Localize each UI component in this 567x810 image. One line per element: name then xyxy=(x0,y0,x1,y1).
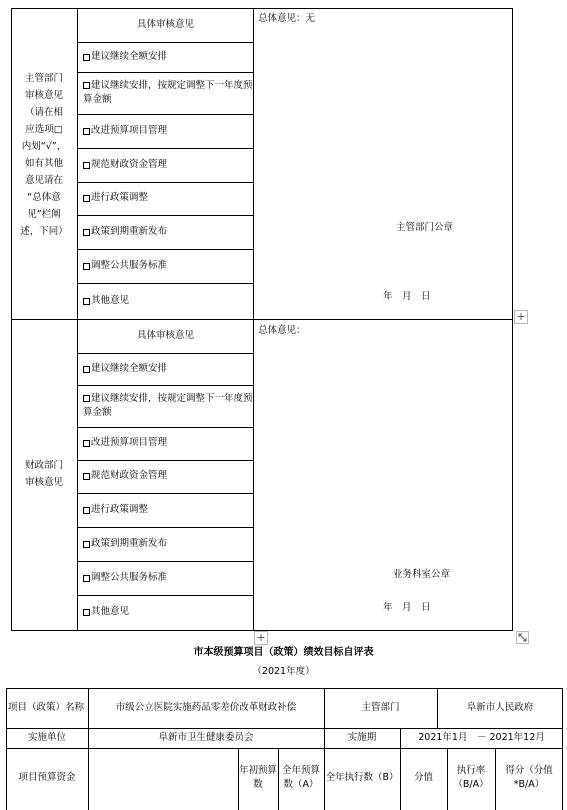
option-label: 改进预算项目管理 xyxy=(91,437,168,449)
option-label: 其他意见 xyxy=(91,606,130,618)
label-line: 如有其他 xyxy=(24,158,63,169)
grid-line xyxy=(77,561,253,562)
checkbox-icon[interactable] xyxy=(83,366,90,373)
col-full-budget: 全年预算数（A） xyxy=(281,764,320,790)
grid-line xyxy=(6,748,563,749)
option-label: 调整公共服务标准 xyxy=(91,259,168,271)
self-evaluation-table xyxy=(0,688,567,810)
col-score: 分值 xyxy=(413,771,433,783)
checkbox-icon[interactable] xyxy=(83,575,90,582)
grid-line xyxy=(77,182,253,183)
option-item[interactable] xyxy=(78,385,256,427)
label-line: 述，下同） xyxy=(20,226,68,237)
label-line: 应选项□ xyxy=(25,124,63,135)
overall-opinion: 总体意见： xyxy=(258,325,306,336)
seal-label: 业务科室公章 xyxy=(393,569,451,580)
resize-arrow-icon xyxy=(517,632,528,643)
option-label: 建议继续安排，按规定调整下一年度预算金额 xyxy=(83,79,253,105)
dept-value: 阜新市人民政府 xyxy=(466,701,534,713)
grid-line xyxy=(11,319,513,320)
option-item[interactable] xyxy=(78,561,253,595)
specific-opinion-header: 具体审核意见 xyxy=(136,330,194,342)
grid-line xyxy=(400,728,401,810)
option-item[interactable] xyxy=(78,527,253,561)
grid-line xyxy=(77,283,253,284)
label-line: 主管部门 xyxy=(24,73,63,84)
dept-label: 主管部门 xyxy=(361,701,400,713)
option-label: 其他意见 xyxy=(91,294,130,306)
option-label: 进行政策调整 xyxy=(91,503,149,515)
project-name-value: 市级公立医院实施药品零差价改革财政补偿 xyxy=(115,701,297,713)
option-label: 调整公共服务标准 xyxy=(91,571,168,583)
col-points: 得分（分值*B/A） xyxy=(505,764,553,790)
checkbox-icon[interactable] xyxy=(83,609,90,616)
finance-row-label xyxy=(12,457,76,491)
grid-line xyxy=(324,688,325,810)
grid-line xyxy=(77,215,253,216)
option-item[interactable] xyxy=(78,427,253,460)
grid-line xyxy=(77,353,253,354)
option-item[interactable] xyxy=(78,595,253,630)
overall-opinion: 总体意见：无 xyxy=(258,13,316,24)
grid-line xyxy=(512,8,513,630)
period-value: 2021年1月 － 2021年12月 xyxy=(418,731,545,743)
col-initial-budget: 年初预算数 xyxy=(238,764,277,790)
grid-line xyxy=(77,249,253,250)
option-label: 建议继续安排，按规定调整下一年度预算金额 xyxy=(83,392,253,418)
option-label: 政策到期重新发布 xyxy=(91,537,168,549)
label-line: 审核意见 xyxy=(24,90,63,101)
grid-line xyxy=(77,460,253,461)
col-full-execution: 全年执行数（B） xyxy=(325,771,399,783)
col-execution-rate: 执行率（B/A） xyxy=(453,764,489,790)
seal-label: 主管部门公章 xyxy=(396,222,454,233)
grid-line xyxy=(253,8,254,630)
year-subtitle: （2021年度） xyxy=(252,666,315,677)
grid-line xyxy=(6,688,7,810)
grid-line xyxy=(77,385,253,386)
label-line: 见”栏阐 xyxy=(27,209,61,220)
grid-line xyxy=(238,748,239,810)
grid-line xyxy=(278,748,279,810)
grid-line xyxy=(77,527,253,528)
add-row-icon[interactable]: + xyxy=(514,310,528,324)
option-item[interactable] xyxy=(78,460,253,493)
budget-label: 项目预算资金 xyxy=(18,771,76,783)
label-line: （请在相 xyxy=(24,107,63,118)
grid-line xyxy=(562,688,563,810)
period-label: 实施期 xyxy=(347,731,377,743)
option-label: 建议继续全额安排 xyxy=(91,362,168,374)
checkbox-icon[interactable] xyxy=(83,440,90,447)
grid-line xyxy=(495,748,496,810)
label-line: “总体意 xyxy=(27,192,61,203)
label-line: 内划“√”， xyxy=(21,141,67,152)
specific-opinion-header: 具体审核意见 xyxy=(136,18,194,30)
grid-line xyxy=(11,8,513,9)
grid-line xyxy=(88,688,89,810)
checkbox-icon[interactable] xyxy=(83,541,90,548)
label-line: 审核意见 xyxy=(24,477,63,488)
checkbox-icon[interactable] xyxy=(83,507,90,514)
page-title: 市本级预算项目（政策）绩效目标自评表 xyxy=(193,647,374,658)
option-label: 建议继续全额安排 xyxy=(91,50,168,62)
grid-line xyxy=(437,688,438,728)
grid-line xyxy=(447,748,448,810)
date-label: 年 月 日 xyxy=(383,602,431,613)
grid-line xyxy=(77,72,253,73)
unit-label: 实施单位 xyxy=(27,731,66,743)
grid-line xyxy=(6,688,563,689)
project-name-label: 项目（政策）名称 xyxy=(8,702,85,714)
date-label: 年 月 日 xyxy=(383,291,431,302)
label-line: 财政部门 xyxy=(24,460,63,471)
grid-line xyxy=(77,114,253,115)
label-line: 意见请在 xyxy=(24,175,63,186)
option-label: 规范财政资金管理 xyxy=(91,470,168,482)
option-label: 规范财政资金管理 xyxy=(91,158,168,170)
option-label: 进行政策调整 xyxy=(91,192,149,204)
option-label: 改进预算项目管理 xyxy=(91,124,168,136)
grid-line xyxy=(11,8,12,630)
grid-line xyxy=(77,148,253,149)
add-row-icon[interactable]: + xyxy=(254,631,268,645)
grid-line xyxy=(77,493,253,494)
grid-line xyxy=(77,8,78,630)
checkbox-icon[interactable] xyxy=(83,395,90,402)
unit-value: 阜新市卫生健康委员会 xyxy=(158,731,254,743)
grid-line xyxy=(77,595,253,596)
option-item[interactable] xyxy=(78,493,253,527)
grid-line xyxy=(77,427,253,428)
grid-line xyxy=(6,728,563,729)
option-item[interactable] xyxy=(78,353,253,385)
grid-line xyxy=(77,42,253,43)
option-label: 政策到期重新发布 xyxy=(91,225,168,237)
checkbox-icon[interactable] xyxy=(83,473,90,480)
